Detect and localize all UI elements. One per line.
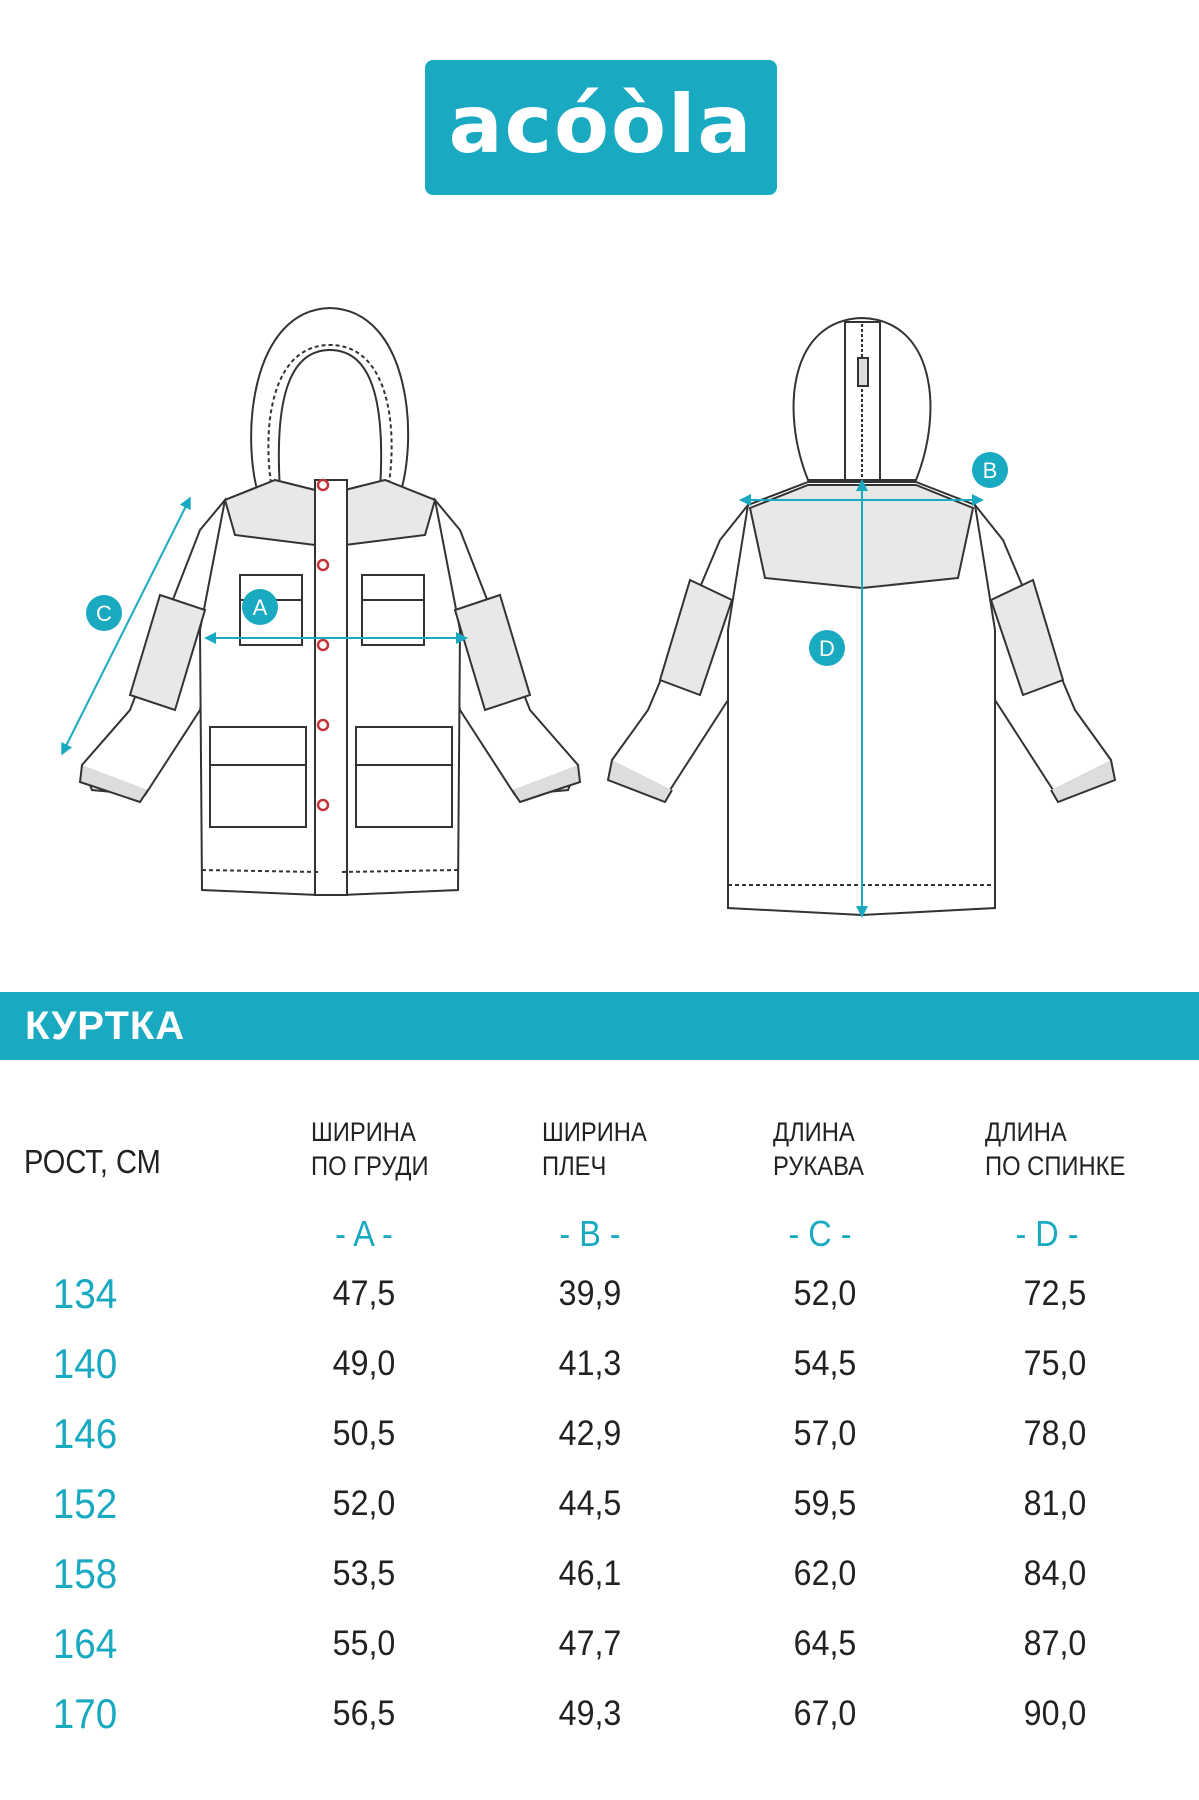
- sleeve-length-cell: 59,5: [793, 1484, 857, 1523]
- shoulder-width-cell: 49,3: [558, 1694, 622, 1733]
- section-title: КУРТКА: [25, 1004, 186, 1048]
- table-row: [0, 1692, 1199, 1752]
- height-cell: 146: [52, 1410, 118, 1457]
- chest-width-cell: 49,0: [332, 1344, 396, 1383]
- column-header-d-line1: ДЛИНА: [985, 1117, 1067, 1147]
- shoulder-width-cell: 42,9: [558, 1414, 622, 1453]
- label-c-badge: [86, 595, 122, 631]
- table-row: [0, 1552, 1199, 1612]
- back-length-cell: 84,0: [1023, 1554, 1087, 1593]
- height-cell: 158: [52, 1550, 118, 1597]
- sleeve-length-cell: 52,0: [793, 1274, 857, 1313]
- label-b-badge: [972, 452, 1008, 488]
- chest-width-cell: 52,0: [332, 1484, 396, 1523]
- sleeve-length-cell: 57,0: [793, 1414, 857, 1453]
- jacket-technical-drawing: [0, 290, 1199, 930]
- chest-width-cell: 56,5: [332, 1694, 396, 1733]
- back-length-cell: 78,0: [1023, 1414, 1087, 1453]
- column-header-d-line2: ПО СПИНКЕ: [985, 1151, 1126, 1181]
- section-banner: [0, 992, 1199, 1060]
- column-header-a-line2: ПО ГРУДИ: [311, 1151, 429, 1181]
- column-header-c-line1: ДЛИНА: [773, 1117, 855, 1147]
- height-cell: 164: [52, 1620, 118, 1667]
- height-cell: 134: [52, 1270, 118, 1317]
- sleeve-length-cell: 64,5: [793, 1624, 857, 1663]
- column-letter-a: - A -: [335, 1213, 393, 1254]
- chest-width-cell: 50,5: [332, 1414, 396, 1453]
- chest-width-cell: 55,0: [332, 1624, 396, 1663]
- column-header-c-line2: РУКАВА: [773, 1151, 865, 1181]
- shoulder-width-cell: 44,5: [558, 1484, 622, 1523]
- column-letter-d: - D -: [1015, 1213, 1079, 1254]
- back-length-cell: 72,5: [1023, 1274, 1087, 1313]
- sleeve-length-cell: 54,5: [793, 1344, 857, 1383]
- label-d: D: [819, 636, 835, 661]
- label-c: C: [96, 601, 112, 626]
- sleeve-length-cell: 62,0: [793, 1554, 857, 1593]
- table-row: [0, 1342, 1199, 1402]
- table-row: [0, 1622, 1199, 1682]
- shoulder-width-cell: 47,7: [558, 1624, 622, 1663]
- shoulder-width-cell: 41,3: [558, 1344, 622, 1383]
- height-cell: 152: [52, 1480, 118, 1527]
- back-length-cell: 81,0: [1023, 1484, 1087, 1523]
- column-header-b-line1: ШИРИНА: [542, 1117, 647, 1147]
- jacket-front-view: [80, 308, 580, 895]
- column-header-b-line2: ПЛЕЧ: [542, 1151, 607, 1181]
- column-letter-c: - C -: [788, 1213, 852, 1254]
- table-row: [0, 1482, 1199, 1542]
- brand-logo: [425, 60, 777, 195]
- column-header-a-line1: ШИРИНА: [311, 1117, 416, 1147]
- chest-width-cell: 47,5: [332, 1274, 396, 1313]
- table-row: [0, 1272, 1199, 1332]
- height-cell: 140: [52, 1340, 118, 1387]
- label-b: B: [982, 458, 998, 483]
- label-d-badge: [809, 630, 845, 666]
- chest-width-cell: 53,5: [332, 1554, 396, 1593]
- column-header-c: [773, 1115, 864, 1183]
- back-length-cell: 75,0: [1023, 1344, 1087, 1383]
- label-a-badge: [242, 589, 278, 625]
- back-length-cell: 87,0: [1023, 1624, 1087, 1663]
- back-length-cell: 90,0: [1023, 1694, 1087, 1733]
- height-header: РОСТ, СМ: [24, 1143, 161, 1180]
- table-row: [0, 1412, 1199, 1472]
- column-letter-b: - B -: [559, 1213, 621, 1254]
- sleeve-length-cell: 67,0: [793, 1694, 857, 1733]
- shoulder-width-cell: 46,1: [558, 1554, 622, 1593]
- brand-logo-text: acóòla: [448, 77, 754, 171]
- shoulder-width-cell: 39,9: [558, 1274, 622, 1313]
- column-header-b: [542, 1115, 647, 1183]
- height-cell: 170: [52, 1690, 118, 1737]
- label-a: A: [252, 595, 268, 620]
- column-header-d: [985, 1115, 1125, 1183]
- column-header-a: [311, 1115, 429, 1183]
